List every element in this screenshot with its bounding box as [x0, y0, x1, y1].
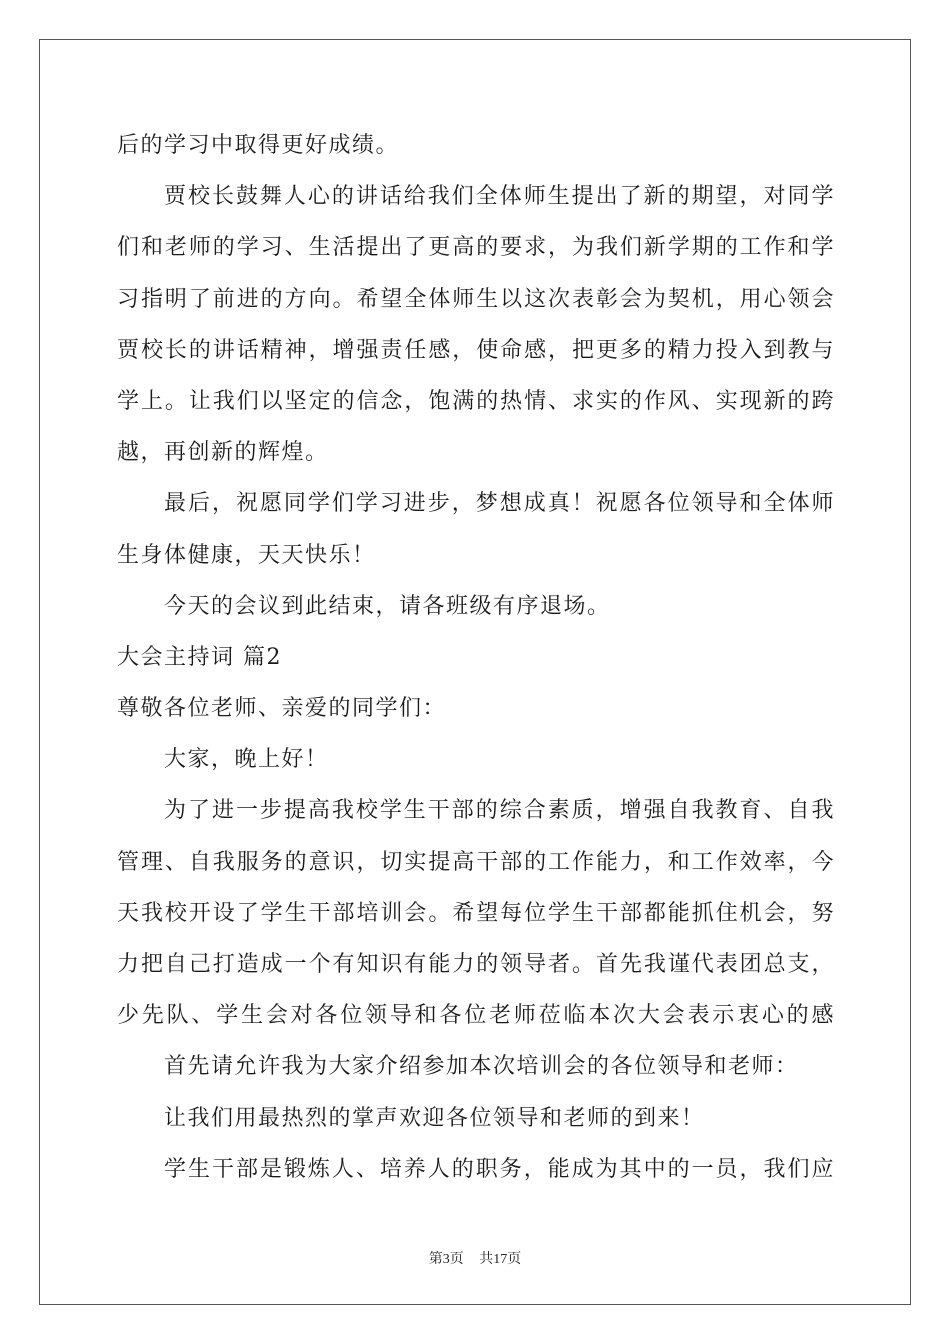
section-heading: 大会主持词 篇2	[117, 644, 282, 670]
document-body	[117, 120, 835, 1195]
body-line: 贾校长的讲话精神，增强责任感，使命感，把更多的精力投入到教与	[117, 337, 835, 363]
body-line: 们和老师的学习、生活提出了更高的要求，为我们新学期的工作和学	[117, 235, 835, 261]
body-line: 让我们用最热烈的掌声欢迎各位领导和老师的到来！	[164, 1105, 705, 1131]
body-line: 后的学习中取得更好成绩。	[117, 133, 400, 158]
body-line: 少先队、学生会对各位领导和各位老师莅临本次大会表示衷心的感	[117, 1003, 835, 1029]
page-footer	[0, 1248, 950, 1268]
salutation: 尊敬各位老师、亲爱的同学们：	[117, 696, 447, 722]
body-line: 力把自己打造成一个有知识有能力的领导者。首先我谨代表团总支，	[117, 952, 835, 977]
body-line: 学上。让我们以坚定的信念，饱满的热情、求实的作风、实现新的跨	[117, 388, 835, 414]
body-line: 生身体健康，天天快乐！	[117, 542, 376, 568]
body-line: 天我校开设了学生干部培训会。希望每位学生干部都能抓住机会，努	[117, 900, 835, 926]
body-line: 贾校长鼓舞人心的讲话给我们全体师生提出了新的期望，对同学	[164, 184, 835, 210]
body-line: 管理、自我服务的意识，切实提高干部的工作能力，和工作效率，今	[117, 849, 835, 875]
body-line: 首先请允许我为大家介绍参加本次培训会的各位领导和老师：	[164, 1054, 799, 1080]
body-line: 习指明了前进的方向。希望全体师生以这次表彰会为契机，用心领会	[117, 286, 835, 312]
greeting: 大家，晚上好！	[164, 747, 329, 773]
body-line: 最后，祝愿同学们学习进步，梦想成真！祝愿各位领导和全体师	[164, 491, 835, 517]
page-number: 第3页	[428, 1252, 464, 1267]
body-line: 为了进一步提高我校学生干部的综合素质，增强自我教育、自我	[164, 798, 835, 824]
body-line: 越，再创新的辉煌。	[117, 440, 329, 466]
body-line: 今天的会议到此结束，请各班级有序退场。	[164, 593, 611, 619]
page-total: 共17页	[479, 1252, 522, 1267]
body-line: 学生干部是锻炼人、培养人的职务，能成为其中的一员，我们应	[164, 1156, 835, 1182]
